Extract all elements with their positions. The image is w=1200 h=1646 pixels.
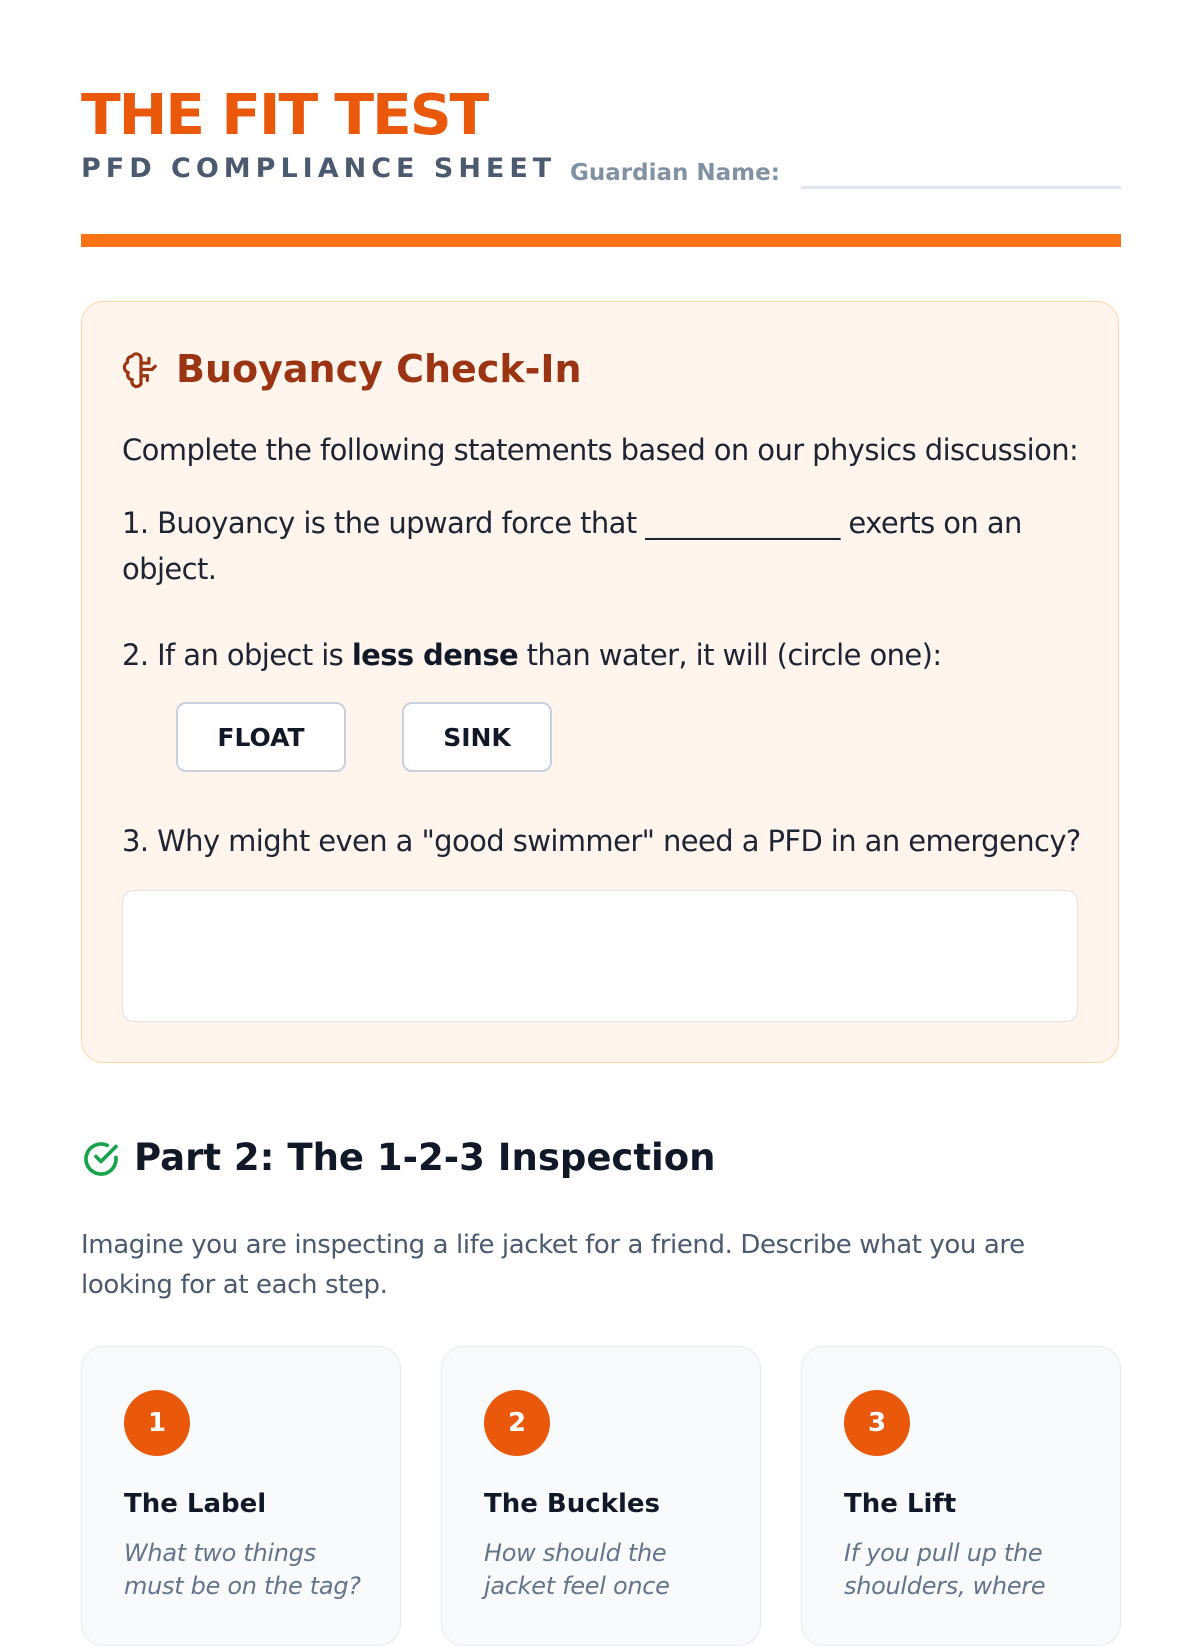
check-circle-icon (81, 1139, 121, 1179)
buoyancy-title: Buoyancy Check-In (176, 347, 582, 391)
sink-choice-button[interactable]: SINK (402, 702, 552, 772)
question-1: 1. Buoyancy is the upward force that ______________ exerts on an object. (122, 506, 1022, 586)
step-number-badge: 2 (484, 1390, 550, 1456)
part2-title: Part 2: The 1-2-3 Inspection (134, 1136, 716, 1179)
question-2-end: than water, it will (circle one): (518, 638, 942, 672)
step-card-label (81, 1346, 401, 1646)
question-3-answer-box[interactable] (122, 890, 1078, 1022)
header (81, 83, 1121, 186)
step-title: The Lift (844, 1489, 957, 1519)
buoyancy-intro: Complete the following statements based on our physics discussion: (122, 433, 1079, 467)
page-subtitle: PFD COMPLIANCE SHEET (81, 153, 557, 184)
step-card-buckles (441, 1346, 761, 1646)
header-divider (81, 234, 1121, 247)
step-question: How should the jacket feel once (484, 1539, 670, 1600)
step-card-lift (801, 1346, 1121, 1646)
step-question: What two things must be on the tag? (124, 1539, 361, 1600)
question-2 (122, 632, 942, 678)
step-title: The Buckles (484, 1489, 660, 1519)
step-number-badge: 1 (124, 1390, 190, 1456)
part2-description: Imagine you are inspecting a life jacket for a friend. Describe what you are looking for at each step. (81, 1230, 1025, 1300)
step-question: If you pull up the shoulders, where (844, 1539, 1046, 1600)
guardian-name-field[interactable] (801, 186, 1121, 189)
question-3: 3. Why might even a "good swimmer" need a PFD in an emergency? (122, 824, 1081, 858)
buoyancy-card (81, 301, 1119, 1063)
float-choice-button[interactable]: FLOAT (176, 702, 346, 772)
brain-icon (122, 352, 160, 390)
page-title: THE FIT TEST (81, 83, 488, 148)
subtitle-row (81, 152, 1121, 192)
step-number-badge: 3 (844, 1390, 910, 1456)
guardian-name-label: Guardian Name: (570, 160, 780, 186)
question-2-emphasis: less dense (351, 638, 519, 672)
question-2-start: 2. If an object is (122, 638, 352, 672)
step-title: The Label (124, 1489, 267, 1519)
